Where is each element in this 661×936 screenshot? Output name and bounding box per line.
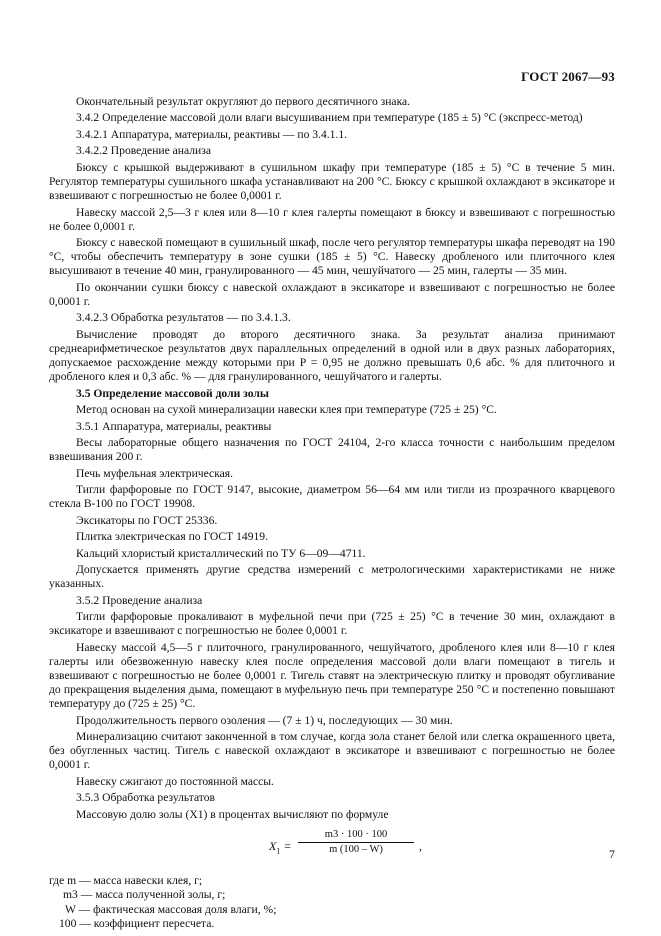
paragraph: Весы лабораторные общего назначения по ГОСТ 24104, 2-го класса точности с наибольшим пределом взвешивания 200 г.	[49, 436, 615, 464]
paragraph: Бюксу с крышкой выдерживают в сушильном шкафу при температуре (185 ± 5) °С в течение 5 мин. Регулятор температуры сушильного шкафа устанавливают на 200 °С. Бюксу с крышкой охлаждают в эксикаторе и взвешивают с погрешностью не более 0,0001 г.	[49, 160, 615, 203]
paragraph: Печь муфельная электрическая.	[76, 466, 234, 480]
paragraph: Навеску сжигают до постоянной массы.	[76, 774, 274, 788]
paragraph: 3.4.2.1 Аппаратура, материалы, реактивы — по 3.4.1.1.	[76, 127, 348, 141]
legend-item: W — фактическая массовая доля влаги, %;	[65, 902, 277, 916]
formula-comma: ,	[419, 838, 422, 853]
paragraph: Навеску массой 2,5—3 г клея или 8—10 г клея галерты помещают в бюксу и взвешивают с погрешностью не более 0,0001 г.	[49, 205, 615, 233]
paragraph: Навеску массой 4,5—5 г плиточного, гранулированного, чешуйчатого, дробленого клея или 8—10 г клея галерты или обезвоженную навеску клея после определения массовой доли влаги помещают в тигель и взвешивают с погрешностью не более 0,0001 г. Тигель ставят на электрическую плитку и проводят обугливание до прекращения выделения дыма, помещают в муфельную печь при температуре 250 °С и постепенно повышают температуру до (725 ± 25) °С.	[49, 640, 615, 711]
paragraph: Допускается применять другие средства измерений с метрологическими характеристиками не ниже указанных.	[49, 563, 615, 591]
paragraph: Вычисление проводят до второго десятичного знака. За результат анализа принимают среднеарифметическое результатов двух параллельных определений в одной или в двух разных лабораториях, допускаемое расхождение между которыми при P = 0,95 не должно превышать 0,6 абс. % для плиточного и дробленого клея и 0,3 абс. % — для гранулированного, чешуйчатого и галерты.	[49, 327, 615, 384]
paragraph: 3.4.2.3 Обработка результатов — по 3.4.1.3.	[76, 311, 291, 325]
legend-item: m3 — масса полученной золы, г;	[63, 888, 226, 902]
ash-formula	[49, 828, 615, 866]
page-number: 7	[609, 847, 615, 861]
paragraph: 3.4.2.2 Проведение анализа	[76, 144, 211, 158]
paragraph: Эксикаторы по ГОСТ 25336.	[76, 513, 218, 527]
paragraph: Метод основан на сухой минерализации навески клея при температуре (725 ± 25) °С.	[76, 403, 497, 417]
paragraph: Окончательный результат округляют до первого десятичного знака.	[76, 95, 411, 108]
formula-fraction	[298, 828, 414, 857]
paragraph: Тигли фарфоровые по ГОСТ 9147, высокие, диаметром 56—64 мм или тигли из прозрачного кварцевого стекла В-100 по ГОСТ 19908.	[49, 483, 615, 511]
formula-numerator: m3 · 100 · 100	[298, 828, 414, 843]
paragraph: 3.4.2 Определение массовой доли влаги высушиванием при температуре (185 ± 5) °С (экспресс-метод)	[76, 111, 583, 125]
paragraph: Массовую долю золы (X1) в процентах вычисляют по формуле	[76, 807, 389, 821]
document-page	[49, 0, 615, 936]
formula-lhs: $X_1$ =	[269, 838, 292, 856]
formula-denominator: m (100 – W)	[329, 843, 383, 855]
document-body	[49, 95, 615, 931]
paragraph: По окончании сушки бюксу с навеской охлаждают в эксикаторе и взвешивают с погрешностью не более 0,0001 г.	[49, 280, 615, 308]
paragraph: 3.5.2 Проведение анализа	[76, 593, 203, 607]
document-header: ГОСТ 2067—93	[521, 69, 615, 84]
paragraph: Кальций хлористый кристаллический по ТУ 6—09—4711.	[76, 546, 366, 560]
paragraph: Тигли фарфоровые прокаливают в муфельной печи при (725 ± 25) °С в течение 30 мин, охлаждают в эксикаторе и взвешивают с погрешностью не более 0,0001 г.	[49, 610, 615, 638]
legend-item: 100 — коэффициент пересчета.	[59, 916, 215, 930]
paragraph: Минерализацию считают законченной в том случае, когда зола станет белой или слегка окрашенного цвета, без обугленных частиц. Тигель с навеской охлаждают в эксикаторе и взвешивают с погрешностью не более 0,0001 г.	[49, 730, 615, 772]
section-heading: 3.5 Определение массовой доли золы	[76, 386, 269, 400]
formula-legend	[49, 874, 615, 931]
legend-item: где m — масса навески клея, г;	[49, 873, 203, 887]
paragraph: Бюксу с навеской помещают в сушильный шкаф, после чего регулятор температуры шкафа переводят на 190 °С, чтобы обеспечить температуру в зоне сушки (185 ± 5) °С. Навеску дробленого или плиточного клея высушивают в течение 40 мин, гранулированного — 45 мин, чешуйчатого — 25 мин, галерты — 35 мин.	[49, 236, 615, 278]
paragraph: 3.5.3 Обработка результатов	[76, 791, 215, 805]
paragraph: Плитка электрическая по ГОСТ 14919.	[76, 530, 268, 544]
paragraph: Продолжительность первого озоления — (7 ± 1) ч, последующих — 30 мин.	[76, 713, 453, 727]
paragraph: 3.5.1 Аппаратура, материалы, реактивы	[76, 419, 272, 433]
